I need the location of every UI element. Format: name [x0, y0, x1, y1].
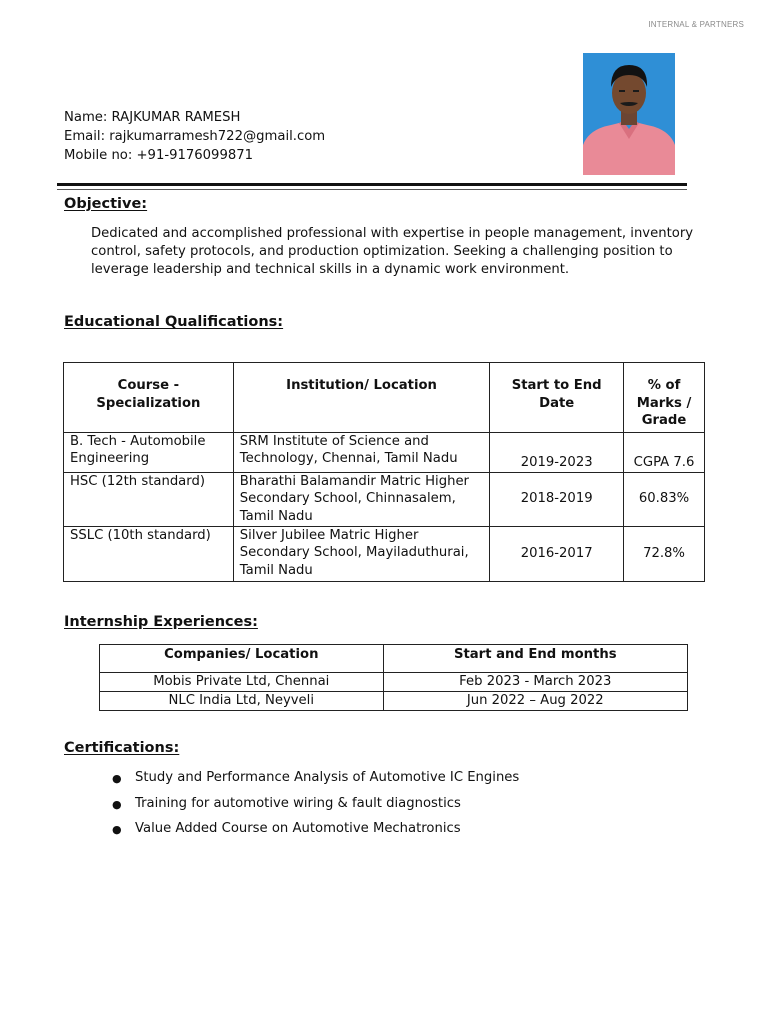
certification-text: Value Added Course on Automotive Mechatronics — [135, 821, 461, 836]
company-cell: Mobis Private Ltd, Chennai — [100, 673, 384, 692]
column-header: Companies/ Location — [100, 645, 384, 673]
internships-table — [99, 644, 688, 711]
date-cell: 2018-2019 — [490, 472, 624, 526]
internships-table-header — [100, 645, 688, 673]
education-heading: Educational Qualifications: — [64, 314, 284, 330]
internships-heading: Internship Experiences: — [64, 614, 258, 630]
course-cell: SSLC (10th standard) — [64, 526, 234, 581]
period-cell: Jun 2022 – Aug 2022 — [383, 692, 687, 711]
period-cell: Feb 2023 - March 2023 — [383, 673, 687, 692]
bullet-icon: ● — [112, 772, 122, 785]
bullet-icon: ● — [112, 797, 122, 811]
course-cell: HSC (12th standard) — [64, 472, 234, 526]
header-divider-thin — [57, 189, 687, 190]
column-header: Institution/ Location — [233, 363, 490, 433]
education-table — [63, 362, 705, 582]
certifications-list — [112, 770, 519, 847]
objective-text: Dedicated and accomplished professional with expertise in people management, inventory control, safety protocols, and production optimization. Seeking a challenging position to leverage leadership and technical skills in a dynamic work environment. — [91, 226, 694, 277]
course-cell: B. Tech - Automobile Engineering — [64, 432, 234, 472]
objective-heading: Objective: — [64, 196, 148, 212]
contact-email: Email: rajkumarramesh722@gmail.com — [64, 129, 326, 144]
classification-label: INTERNAL & PARTNERS — [648, 20, 744, 29]
date-cell: 2016-2017 — [490, 526, 624, 581]
institution-cell: Silver Jubilee Matric Higher Secondary School, Mayiladuthurai, Tamil Nadu — [233, 526, 490, 581]
date-cell: 2019-2023 — [490, 432, 624, 472]
institution-cell: SRM Institute of Science and Technology, Chennai, Tamil Nadu — [233, 432, 490, 472]
profile-photo-illustration — [583, 53, 675, 175]
table-row — [64, 472, 705, 526]
column-header: Start to End Date — [490, 363, 624, 433]
certification-text: Study and Performance Analysis of Automotive IC Engines — [135, 770, 520, 785]
contact-block — [64, 108, 325, 165]
header-divider-thick — [57, 183, 687, 186]
company-cell: NLC India Ltd, Neyveli — [100, 692, 384, 711]
list-item — [112, 796, 519, 822]
certification-text: Training for automotive wiring & fault diagnostics — [135, 795, 461, 811]
education-table-header — [64, 363, 705, 433]
column-header: % of Marks / Grade — [624, 363, 705, 433]
contact-mobile: Mobile no: +91-9176099871 — [64, 148, 254, 163]
grade-cell: 72.8% — [624, 526, 705, 581]
list-item — [112, 821, 519, 847]
contact-name: Name: RAJKUMAR RAMESH — [64, 110, 241, 125]
profile-photo — [583, 53, 675, 175]
certifications-heading: Certifications: — [64, 740, 180, 756]
table-row — [64, 526, 705, 581]
table-row — [100, 692, 688, 711]
grade-cell: CGPA 7.6 — [624, 432, 705, 472]
column-header: Start and End months — [383, 645, 687, 673]
table-row — [64, 432, 705, 472]
grade-cell: 60.83% — [624, 472, 705, 526]
table-row — [100, 673, 688, 692]
bullet-icon: ● — [112, 823, 122, 836]
institution-cell: Bharathi Balamandir Matric Higher Secondary School, Chinnasalem, Tamil Nadu — [233, 472, 490, 526]
column-header: Course - Specialization — [64, 363, 234, 433]
list-item — [112, 770, 519, 796]
